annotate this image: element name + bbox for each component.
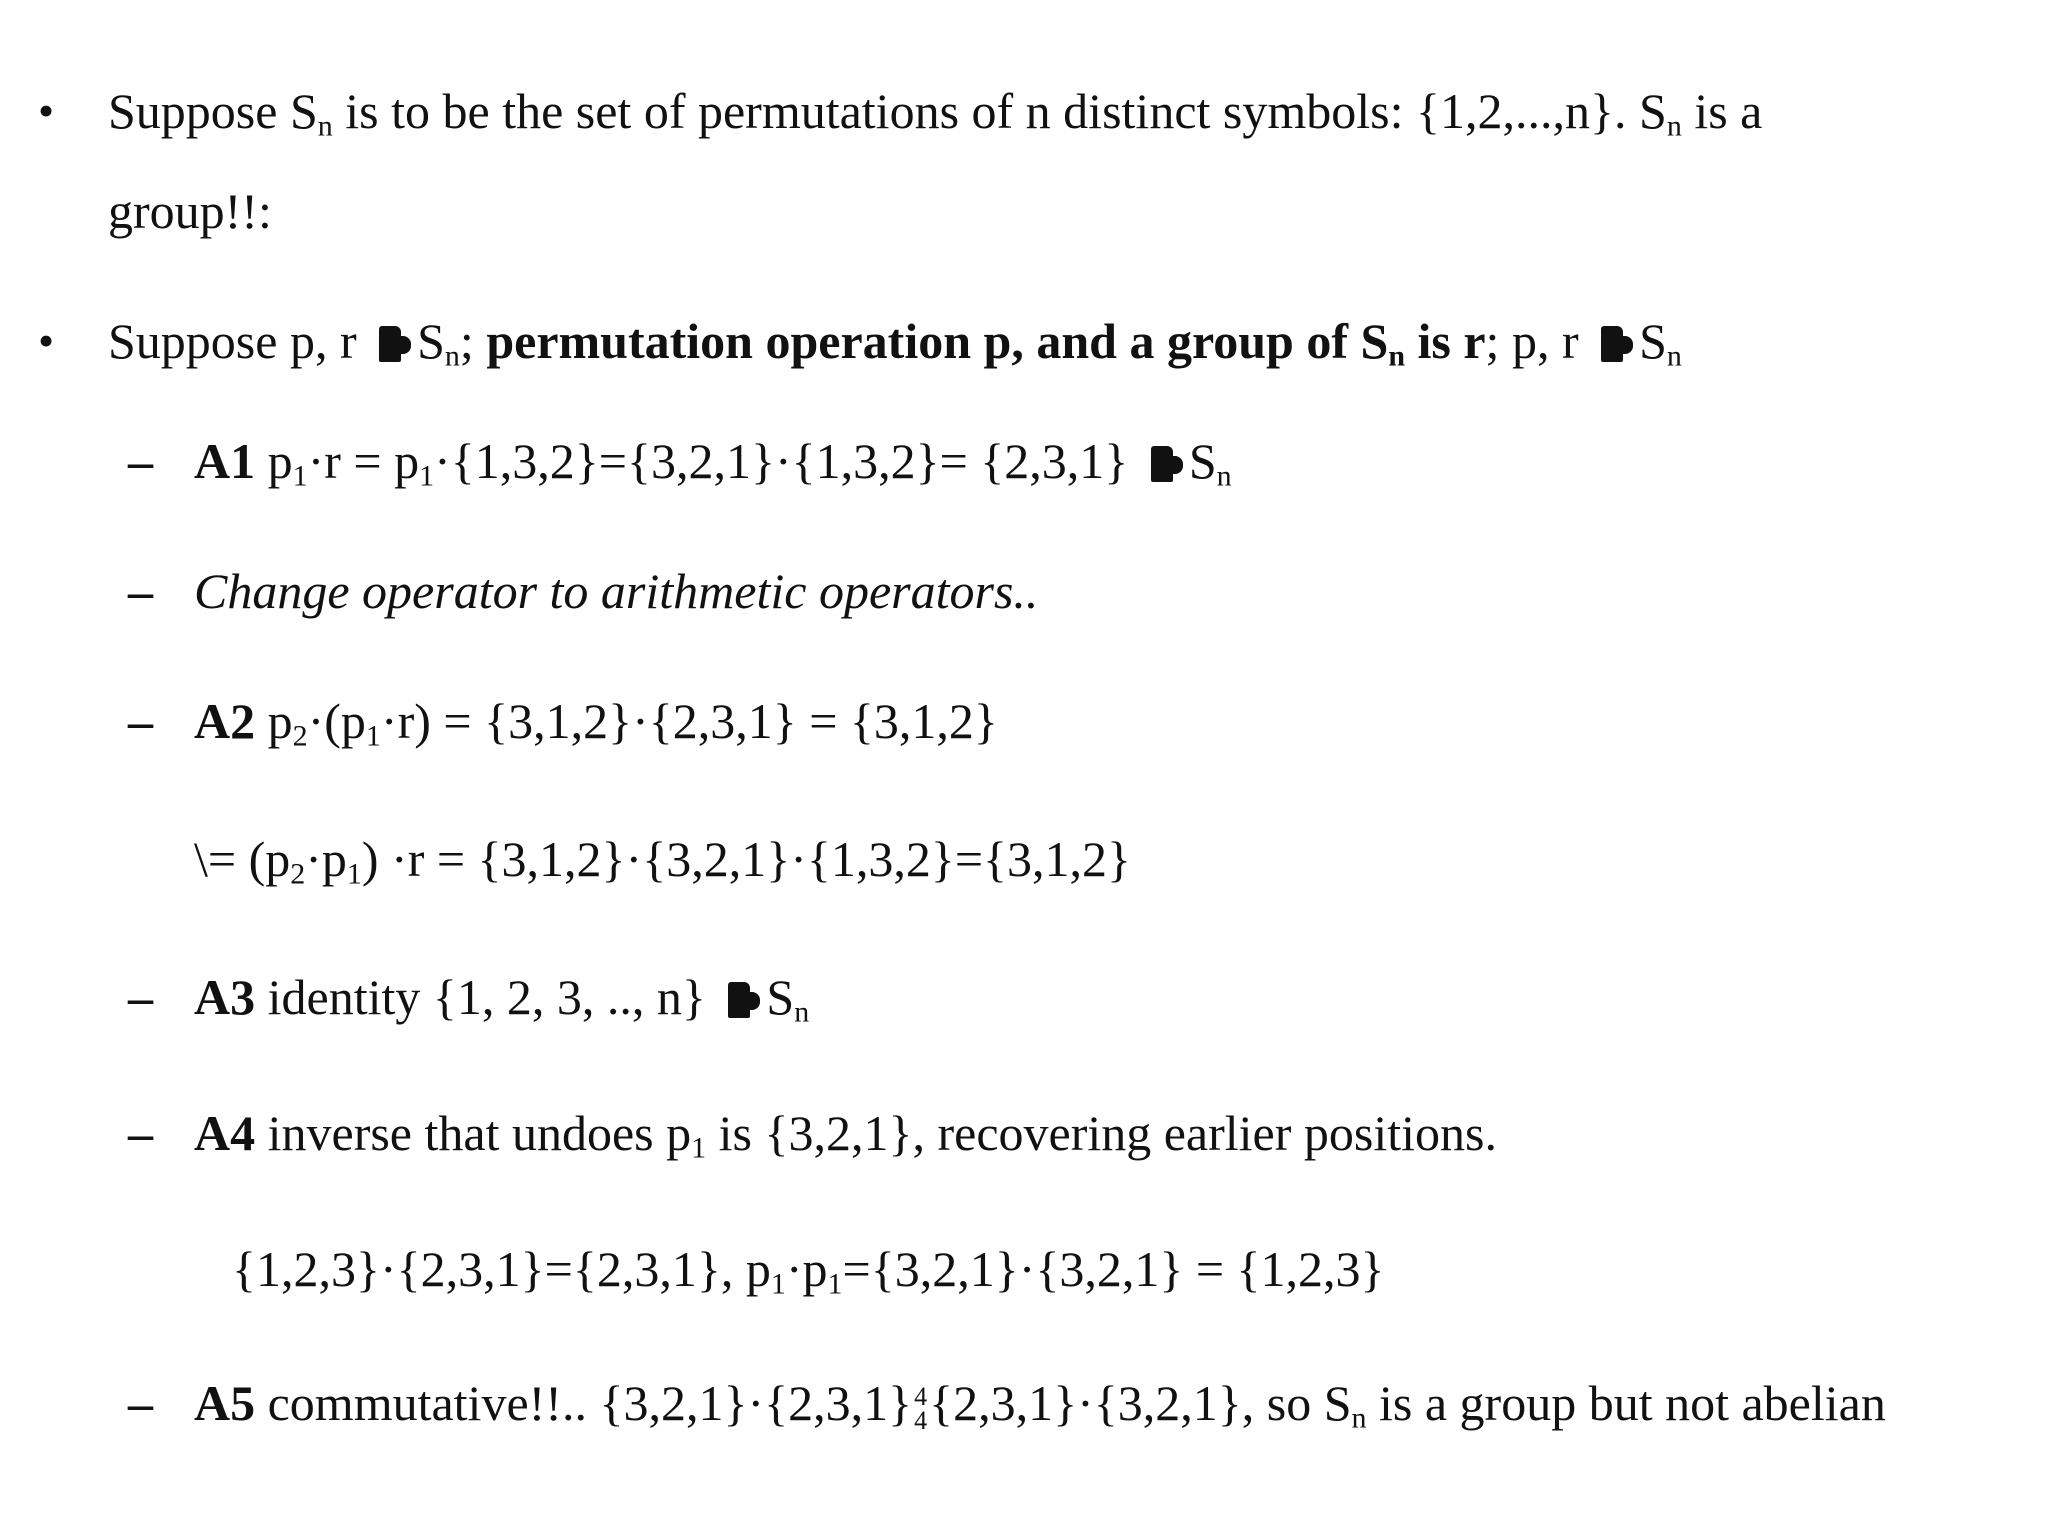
dash-a3: – (128, 969, 153, 1025)
bold-text: permutation operation p, and a group of S (486, 313, 1389, 369)
subscript: n (1666, 109, 1682, 143)
line-a2-associativity (194, 690, 998, 752)
line-permutation-set (108, 80, 1762, 142)
subscript: 1 (770, 1267, 786, 1301)
text: Suppose S (108, 83, 318, 139)
text: p (255, 693, 293, 749)
bullet-2: • (38, 315, 55, 366)
text: p (255, 433, 293, 489)
text: is to be the set of permutations of n distinct symbols: {1,2,...,n}. S (332, 83, 1667, 139)
dash-change: – (128, 563, 153, 619)
text: S (1188, 433, 1217, 489)
subscript: n (1388, 339, 1405, 373)
text: S (766, 969, 795, 1025)
bold-text: is r (1405, 313, 1486, 369)
line-a5-commutative (194, 1372, 1886, 1434)
axiom-label: A3 (194, 969, 256, 1025)
line-a2-equality (194, 828, 1131, 890)
text: ) ·r = {3,1,2}·{3,2,1}·{1,3,2}={3,1,2} (361, 831, 1132, 887)
subscript: n (794, 995, 810, 1029)
membership-glyph-icon (726, 980, 760, 1020)
dash-a4: – (128, 1105, 153, 1161)
line-change-operator: Change operator to arithmetic operators.. (194, 563, 1039, 619)
text: ·(p (307, 693, 366, 749)
glyph-top: 4 (914, 1381, 928, 1411)
text: S (417, 313, 445, 369)
line-a4-inverse (194, 1102, 1497, 1164)
axiom-label: A1 (194, 433, 256, 489)
dash-a5: – (128, 1375, 153, 1431)
text: ·r) = {3,1,2}·{2,3,1} = {3,1,2} (380, 693, 998, 749)
dash-a1: – (128, 433, 153, 489)
text: is {3,2,1}, recovering earlier positions. (706, 1105, 1497, 1161)
axiom-label: A4 (194, 1105, 256, 1161)
axiom-label: A5 (194, 1375, 256, 1431)
text: ; p, r (1485, 313, 1592, 369)
subscript: n (1216, 459, 1232, 493)
subscript: n (1351, 1401, 1367, 1435)
text: identity {1, 2, 3, .., n} (255, 969, 719, 1025)
line-suppose-p-r (108, 310, 1682, 372)
line-group-continuation (108, 180, 272, 242)
text: commutative!!.. {3,2,1}·{2,3,1} (255, 1375, 913, 1431)
dash-a2: – (128, 693, 153, 749)
subscript: 1 (346, 857, 362, 891)
subscript: 1 (691, 1131, 707, 1165)
line-a1-closure (194, 430, 1232, 492)
membership-glyph-icon (377, 324, 411, 364)
text: ·p (785, 1241, 828, 1297)
text: S (1639, 313, 1667, 369)
subscript: 2 (290, 857, 306, 891)
text: ·p (305, 831, 347, 887)
subscript: 2 (292, 719, 308, 753)
subscript: 1 (827, 1267, 843, 1301)
subscript: n (317, 109, 333, 143)
text: is a (1681, 83, 1763, 139)
subscript: 1 (419, 459, 435, 493)
text: ; (459, 313, 487, 369)
text: {2,3,1}·{3,2,1}, so S (929, 1375, 1352, 1431)
bullet-1: • (38, 85, 55, 136)
text: group!!: (108, 183, 272, 239)
subscript: n (1666, 339, 1682, 373)
glyph-bottom: 4 (914, 1405, 928, 1435)
text: {1,2,3}·{2,3,1}={2,3,1}, p (232, 1241, 771, 1297)
membership-glyph-icon (1599, 324, 1633, 364)
subscript: n (444, 339, 460, 373)
text: is a group but not abelian (1366, 1375, 1886, 1431)
line-a4-example (232, 1238, 1385, 1300)
subscript: 1 (365, 719, 381, 753)
text: ={3,2,1}·{3,2,1} = {1,2,3} (842, 1241, 1385, 1297)
text: ·r = p (307, 433, 420, 489)
membership-glyph-icon (1149, 444, 1183, 484)
text: Suppose p, r (108, 313, 370, 369)
text: \= (p (194, 831, 291, 887)
not-equal-glyph (914, 1381, 928, 1435)
text: ·{1,3,2}={3,2,1}·{1,3,2}= {2,3,1} (434, 433, 1141, 489)
axiom-label: A2 (194, 693, 256, 749)
text: inverse that undoes p (255, 1105, 692, 1161)
subscript: 1 (292, 459, 308, 493)
line-a3-identity (194, 966, 809, 1028)
